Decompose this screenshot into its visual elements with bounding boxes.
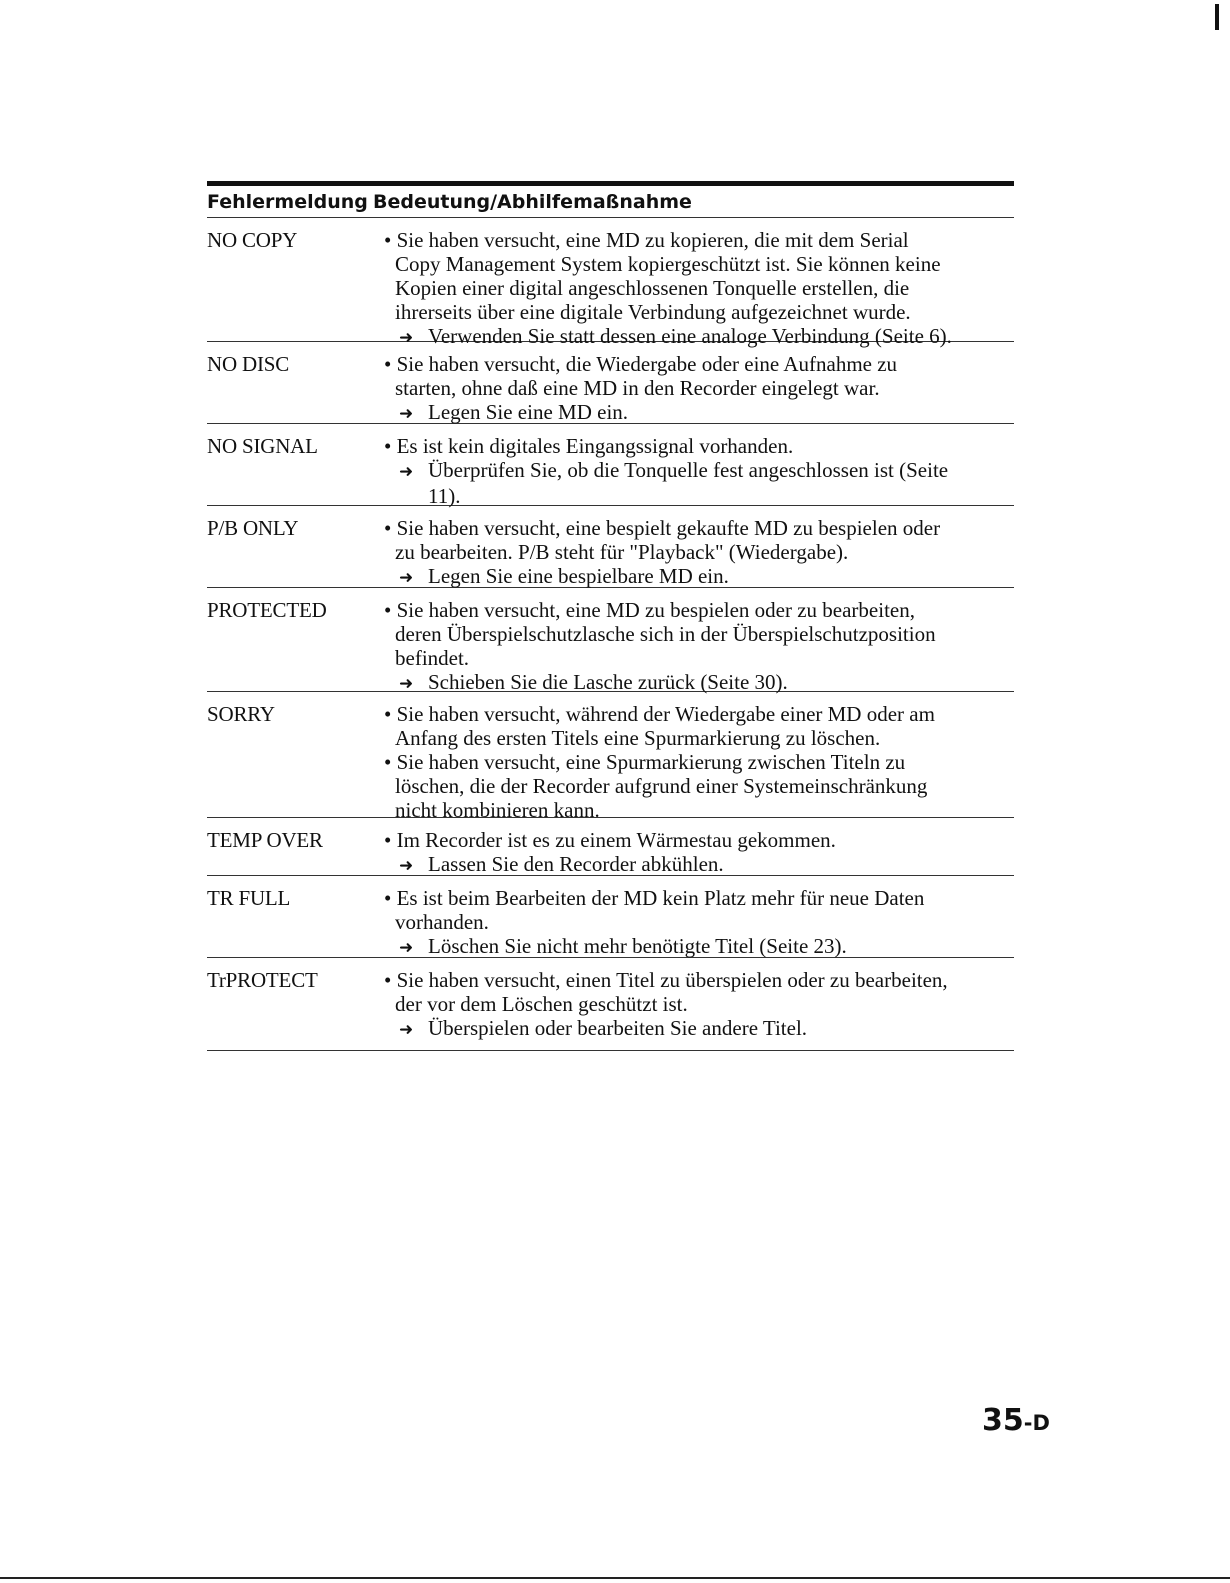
bullet-line: • Es ist beim Bearbeiten der MD kein Platz mehr für neue Daten: [384, 886, 925, 910]
table-row: [207, 424, 1014, 506]
remedy-text: Lassen Sie den Recorder abkühlen.: [428, 852, 724, 876]
bullet-line: • Im Recorder ist es zu einem Wärmestau gekommen.: [384, 828, 836, 852]
table-row: [207, 818, 1014, 876]
arrow-right-icon: ➜: [399, 856, 414, 876]
text-line: Kopien einer digital angeschlossenen Tonquelle erstellen, die: [395, 276, 910, 300]
bullet-line: • Sie haben versucht, eine MD zu bespielen oder zu bearbeiten,: [384, 598, 915, 622]
table-body: [207, 218, 1014, 1051]
text-line: deren Überspielschutzlasche sich in der Überspielschutzposition: [395, 622, 936, 646]
table-row: [207, 958, 1014, 1051]
remedy-line: [380, 1016, 1014, 1042]
table-row: [207, 342, 1014, 424]
error-meaning: [380, 588, 1014, 694]
remedy-line: [380, 852, 1014, 878]
arrow-right-icon: ➜: [399, 328, 414, 348]
header-meaning: Bedeutung/Abhilfemaßnahme: [373, 190, 692, 213]
error-message-code: SORRY: [207, 702, 275, 726]
text-line: befindet.: [395, 646, 470, 670]
bullet-line: • Es ist kein digitales Eingangssignal vorhanden.: [384, 434, 794, 458]
table-row: [207, 692, 1014, 822]
remedy-line: [380, 934, 1014, 960]
bullet-line: • Sie haben versucht, eine bespielt gekaufte MD zu bespielen oder: [384, 516, 941, 540]
text-line: 11).: [428, 484, 461, 508]
arrow-right-icon: ➜: [399, 938, 414, 958]
error-message-code: TrPROTECT: [207, 968, 318, 992]
error-meaning: [380, 218, 1014, 348]
error-message-code: PROTECTED: [207, 598, 327, 622]
remedy-text: Legen Sie eine MD ein.: [428, 400, 629, 424]
bullet-line: • Sie haben versucht, eine MD zu kopieren, die mit dem Serial: [384, 228, 909, 252]
error-message-table: [207, 181, 1014, 1051]
error-message-code: NO DISC: [207, 352, 290, 376]
remedy-text: Legen Sie eine bespielbare MD ein.: [428, 564, 729, 588]
page-bottom-edge: [0, 1577, 1230, 1579]
remedy-text: Verwenden Sie statt dessen eine analoge Verbindung (Seite 6).: [428, 324, 952, 348]
text-line: Anfang des ersten Titels eine Spurmarkierung zu löschen.: [395, 726, 881, 750]
arrow-right-icon: ➜: [399, 568, 414, 588]
arrow-right-icon: ➜: [399, 404, 414, 424]
bullet-line: • Sie haben versucht, einen Titel zu überspielen oder zu bearbeiten,: [384, 968, 948, 992]
remedy-line: [380, 400, 1014, 426]
text-line: ihrerseits über eine digitale Verbindung aufgezeichnet wurde.: [395, 300, 911, 324]
error-message-code: P/B ONLY: [207, 516, 299, 540]
bullet-line: • Sie haben versucht, während der Wiedergabe einer MD oder am: [384, 702, 935, 726]
arrow-right-icon: ➜: [399, 1020, 414, 1040]
text-line: der vor dem Löschen geschützt ist.: [395, 992, 688, 1016]
text-line: vorhanden.: [395, 910, 489, 934]
error-meaning: [380, 818, 1014, 875]
table-header: [207, 186, 1014, 218]
bullet-line: • Sie haben versucht, eine Spurmarkierung zwischen Titeln zu: [384, 750, 906, 774]
remedy-text: Schieben Sie die Lasche zurück (Seite 30).: [428, 670, 788, 694]
bullet-line: • Sie haben versucht, die Wiedergabe oder eine Aufnahme zu: [384, 352, 898, 376]
remedy-line: [380, 564, 1014, 590]
table-row: [207, 506, 1014, 588]
error-meaning: [380, 692, 1014, 822]
error-meaning: [380, 876, 1014, 957]
table-row: [207, 218, 1014, 348]
error-message-code: NO SIGNAL: [207, 434, 318, 458]
arrow-right-icon: ➜: [399, 462, 414, 482]
error-meaning: [380, 506, 1014, 587]
text-line: starten, ohne daß eine MD in den Recorder eingelegt war.: [395, 376, 880, 400]
page-edge-mark: [1215, 4, 1219, 30]
error-message-code: NO COPY: [207, 228, 298, 252]
text-line: löschen, die der Recorder aufgrund einer Systemeinschränkung: [395, 774, 928, 798]
text-line: nicht kombinieren kann.: [395, 798, 600, 822]
error-meaning: [380, 958, 1014, 1050]
remedy-text: Löschen Sie nicht mehr benötigte Titel (Seite 23).: [428, 934, 847, 958]
remedy-text: Überprüfen Sie, ob die Tonquelle fest angeschlossen ist (Seite: [428, 458, 949, 482]
text-line: Copy Management System kopiergeschützt ist. Sie können keine: [395, 252, 941, 276]
error-meaning: [380, 342, 1014, 423]
remedy-text: Überspielen oder bearbeiten Sie andere Titel.: [428, 1016, 808, 1040]
text-line: zu bearbeiten. P/B steht für "Playback" (Wiedergabe).: [395, 540, 849, 564]
table-row: [207, 588, 1014, 692]
error-meaning: [380, 424, 1014, 508]
page-number: 35-D: [982, 1403, 1050, 1438]
remedy-line: [380, 458, 1014, 484]
header-message: Fehlermeldung: [207, 190, 368, 213]
error-message-code: TR FULL: [207, 886, 291, 910]
arrow-right-icon: ➜: [399, 674, 414, 694]
table-row: [207, 876, 1014, 958]
error-message-code: TEMP OVER: [207, 828, 323, 852]
